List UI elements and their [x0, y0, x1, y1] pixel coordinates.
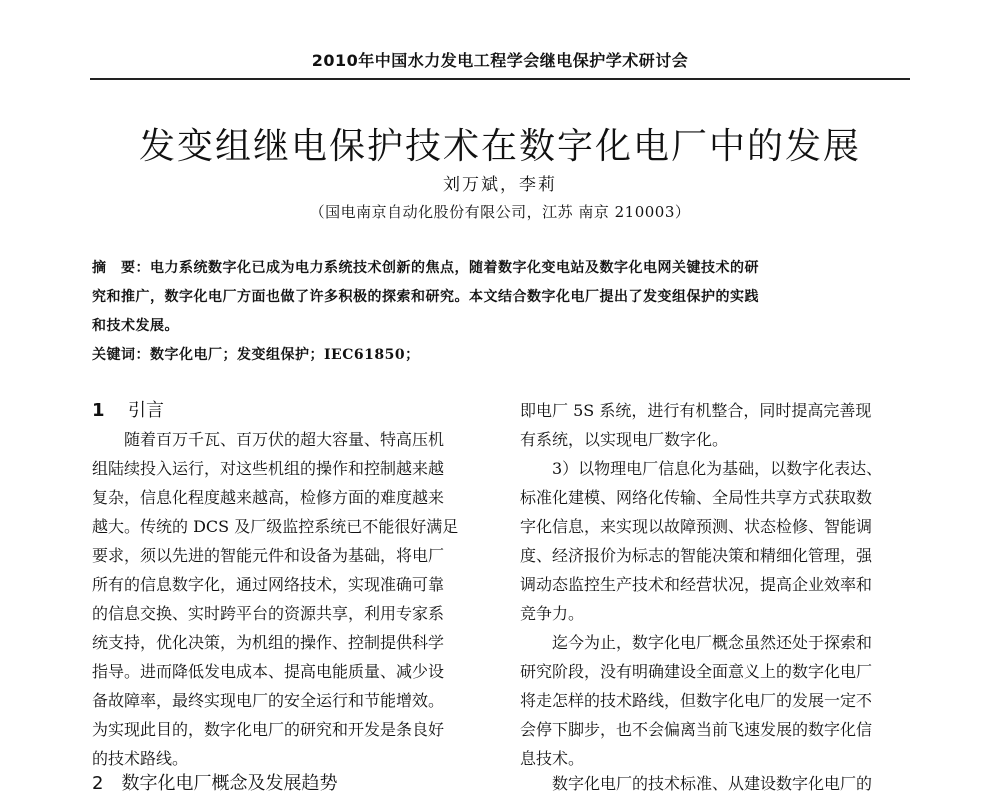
- abstract: [92, 254, 916, 370]
- body-line: 指导。进而降低发电成本、提高电能质量、减少设: [92, 662, 445, 681]
- body-line: 迄今为止，数字化电厂概念虽然还处于探索和: [552, 633, 873, 652]
- abstract-line: 究和推广，数字化电厂方面也做了许多积极的探索和研究。本文结合数字化电厂提出了发变组保护的实践: [92, 289, 759, 305]
- body-line: 随着百万千瓦、百万伏的超大容量、特高压机: [124, 430, 445, 449]
- right-column: [520, 396, 916, 795]
- body-line: 为实现此目的，数字化电厂的研究和开发是条良好: [92, 720, 445, 739]
- body-line: 将走怎样的技术路线，但数字化电厂的发展一定不: [520, 691, 873, 710]
- body-line: 研究阶段，没有明确建设全面意义上的数字化电厂: [520, 662, 873, 681]
- abstract-line: [92, 254, 916, 283]
- body-line: 的信息交换、实时跨平台的资源共享，利用专家系: [92, 604, 445, 623]
- section-title: 引言: [128, 400, 164, 421]
- abstract-line: 和技术发展。: [92, 318, 179, 334]
- body-line: 会停下脚步，也不会偏离当前飞速发展的数字化信: [520, 720, 873, 739]
- body-line: 息技术。: [520, 749, 585, 768]
- body-line: 度、经济报价为标志的智能决策和精细化管理，强: [520, 546, 873, 565]
- body-line: 备故障率，最终实现电厂的安全运行和节能增效。: [92, 691, 445, 710]
- body-line: 的技术路线。: [92, 749, 189, 768]
- abstract-label: 摘 要：: [92, 260, 150, 276]
- body-line: 字化信息，来实现以故障预测、状态检修、智能调: [520, 517, 873, 536]
- keywords-label: 关键词：: [92, 347, 150, 363]
- body-line: 统支持，优化决策，为机组的操作、控制提供科学: [92, 633, 445, 652]
- paper-title: 发变组继电保护技术在数字化电厂中的发展: [138, 126, 861, 167]
- left-column: [92, 396, 488, 795]
- body-line: 调动态监控生产技术和经营状况，提高企业效率和: [520, 575, 873, 594]
- keywords-line: [92, 341, 916, 370]
- section-number: 1: [92, 400, 105, 421]
- body-line: 组陆续投入运行，对这些机组的操作和控制越来越: [92, 459, 445, 478]
- body-line-partial: 数字化电厂的技术标准、从建设数字化电厂的: [552, 774, 873, 793]
- running-header: 2010年中国水力发电工程学会继电保护学术研讨会: [311, 51, 689, 70]
- body-line: 所有的信息数字化，通过网络技术，实现准确可靠: [92, 575, 445, 594]
- body-line: 3）以物理电厂信息化为基础，以数字化表达、: [552, 459, 883, 478]
- body-line: 即电厂 5S 系统，进行有机整合，同时提高完善现: [520, 401, 872, 420]
- section-heading: [92, 396, 488, 425]
- body-line: 有系统，以实现电厂数字化。: [520, 430, 729, 449]
- keywords: 数字化电厂；发变组保护；IEC61850；: [150, 347, 420, 363]
- body-line: 复杂，信息化程度越来越高，检修方面的难度越来: [92, 488, 445, 507]
- body-line: 标准化建模、网络化传输、全局性共享方式获取数: [520, 488, 873, 507]
- header-rule: [90, 78, 910, 80]
- authors: 刘万斌，李莉: [443, 175, 557, 195]
- section-heading-partial: 2 数字化电厂概念及发展趋势: [92, 773, 338, 794]
- affiliation: （国电南京自动化股份有限公司，江苏 南京 210003）: [309, 203, 691, 221]
- body-line: 越大。传统的 DCS 及厂级监控系统已不能很好满足: [92, 517, 459, 536]
- abstract-text: 电力系统数字化已成为电力系统技术创新的焦点，随着数字化变电站及数字化电网关键技术的研: [150, 260, 759, 276]
- body-line: 竞争力。: [520, 604, 585, 623]
- body-line: 要求，须以先进的智能元件和设备为基础，将电厂: [92, 546, 445, 565]
